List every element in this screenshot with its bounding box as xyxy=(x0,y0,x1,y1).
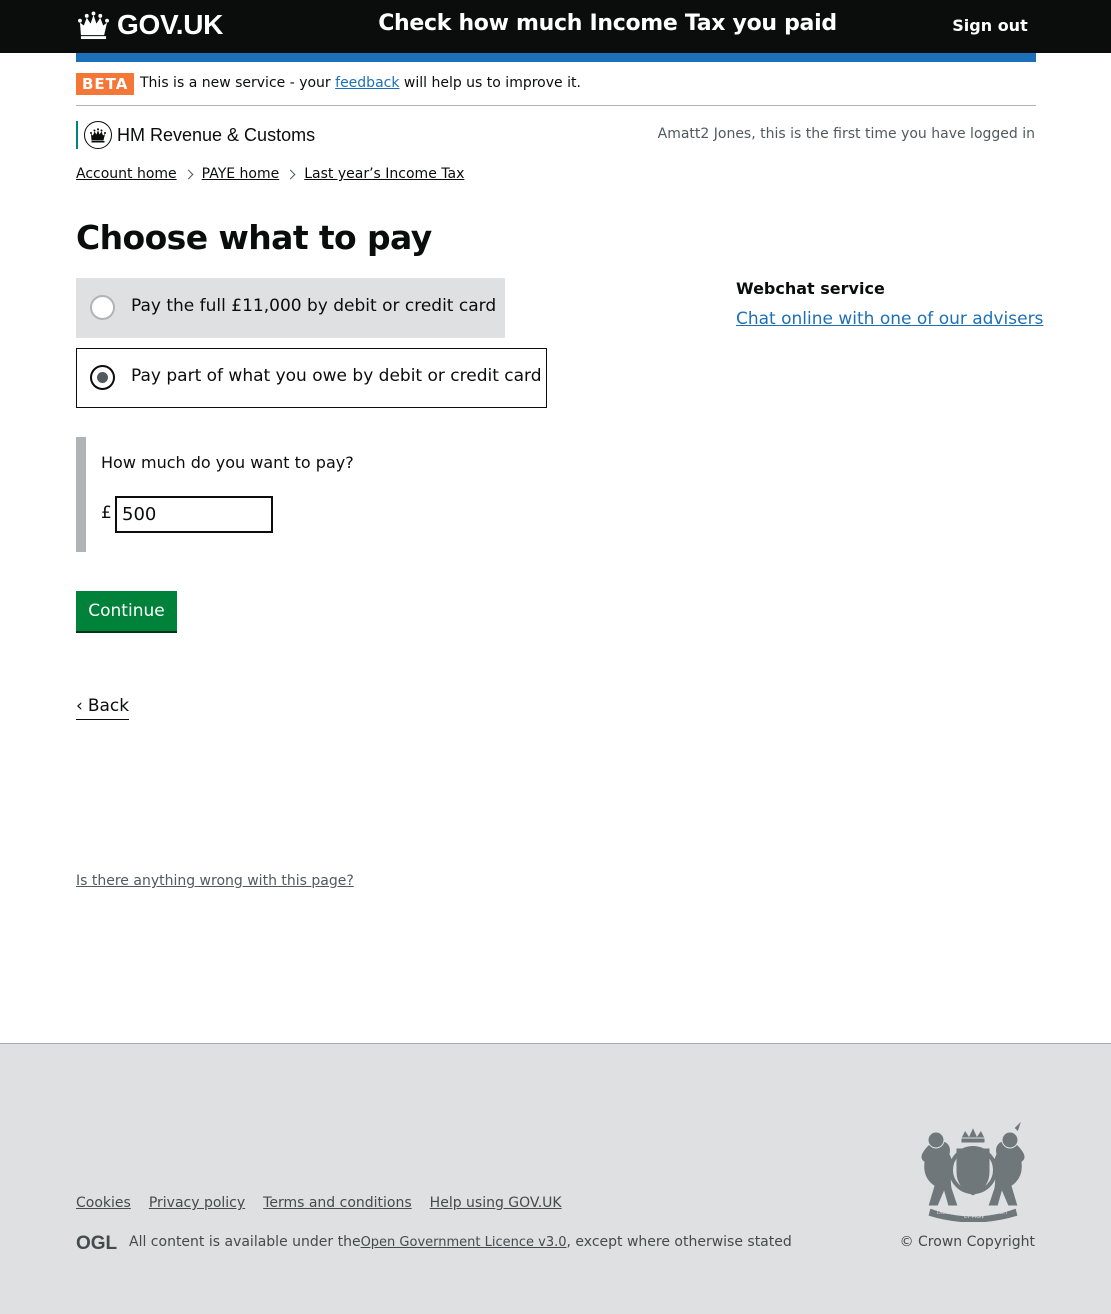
ogl-logo-text: OGL xyxy=(76,1233,118,1251)
crown-icon xyxy=(76,11,111,40)
amount-label: How much do you want to pay? xyxy=(101,453,354,472)
continue-button[interactable]: Continue xyxy=(76,591,177,631)
beta-tag: BETA xyxy=(76,73,134,95)
chevron-right-icon xyxy=(183,169,193,179)
report-problem-link[interactable]: Is there anything wrong with this page? xyxy=(76,873,354,889)
page-title: Choose what to pay xyxy=(76,218,432,257)
licence-link[interactable]: Open Government Licence v3.0 xyxy=(360,1234,567,1250)
coat-of-arms-icon xyxy=(910,1120,1036,1222)
back-link[interactable] xyxy=(76,696,129,720)
licence-text-before: All content is available under the xyxy=(129,1234,361,1250)
phase-banner-text xyxy=(140,75,581,91)
radio-button-pay-part[interactable] xyxy=(90,365,115,390)
ogl-logo-icon xyxy=(76,1233,119,1251)
govuk-logo-text: GOV.UK xyxy=(117,9,224,40)
site-footer xyxy=(0,1043,1111,1314)
footer-link-terms[interactable]: Terms and conditions xyxy=(263,1195,412,1211)
service-name[interactable]: Check how much Income Tax you paid xyxy=(378,11,837,36)
crest-motto-word: DROIT xyxy=(992,1210,1008,1216)
hmrc-crown-icon xyxy=(84,121,112,149)
chevron-right-icon xyxy=(286,169,296,179)
radio-option-pay-full[interactable] xyxy=(76,278,505,338)
govuk-logo-link[interactable] xyxy=(76,9,223,41)
breadcrumb-account-home[interactable]: Account home xyxy=(76,166,177,182)
footer-link-cookies[interactable]: Cookies xyxy=(76,1195,131,1211)
crest-motto-word: DIEU xyxy=(937,1210,950,1216)
amount-panel xyxy=(76,437,476,552)
breadcrumb xyxy=(76,166,464,182)
crown-icon xyxy=(89,128,107,143)
licence-info xyxy=(76,1233,792,1251)
webchat-link[interactable]: Chat online with one of our advisers xyxy=(736,309,1044,329)
phase-text-after: will help us to improve it. xyxy=(399,75,581,91)
crown-copyright-link[interactable]: © Crown Copyright xyxy=(899,1234,1035,1250)
amount-input[interactable] xyxy=(115,496,273,533)
breadcrumb-paye-home[interactable]: PAYE home xyxy=(201,166,280,182)
header-blue-bar xyxy=(76,53,1036,62)
radio-button-pay-full[interactable] xyxy=(90,295,115,320)
footer-links xyxy=(76,1195,562,1211)
radio-label-pay-full[interactable]: Pay the full £11,000 by debit or credit card xyxy=(131,296,497,316)
sign-out-link[interactable]: Sign out xyxy=(952,16,1028,35)
feedback-link[interactable]: feedback xyxy=(335,75,400,91)
royal-coat-of-arms-icon[interactable] xyxy=(910,1120,1036,1222)
phase-banner xyxy=(76,72,1036,106)
org-name-text: HM Revenue & Customs xyxy=(117,124,316,145)
site-header xyxy=(0,0,1111,53)
radio-label-pay-part[interactable]: Pay part of what you owe by debit or credit card xyxy=(131,366,542,386)
organisation-name xyxy=(76,121,315,149)
radio-selected-dot xyxy=(97,372,108,383)
account-info: Amatt2 Jones, this is the first time you have logged in xyxy=(657,126,1035,142)
footer-link-privacy[interactable]: Privacy policy xyxy=(148,1195,246,1211)
currency-symbol: £ xyxy=(101,503,112,523)
crest-motto-word: ET MON xyxy=(964,1214,984,1220)
chevron-left-icon: ‹ xyxy=(76,696,83,716)
webchat-heading: Webchat service xyxy=(736,279,885,298)
radio-option-pay-part[interactable] xyxy=(76,348,547,408)
back-link-text[interactable]: Back xyxy=(87,696,130,716)
licence-text-after: , except where otherwise stated xyxy=(566,1234,792,1250)
breadcrumb-last-years-income-tax[interactable]: Last year’s Income Tax xyxy=(304,166,465,182)
phase-text-before: This is a new service - your xyxy=(140,75,336,91)
footer-link-help[interactable]: Help using GOV.UK xyxy=(429,1195,562,1211)
